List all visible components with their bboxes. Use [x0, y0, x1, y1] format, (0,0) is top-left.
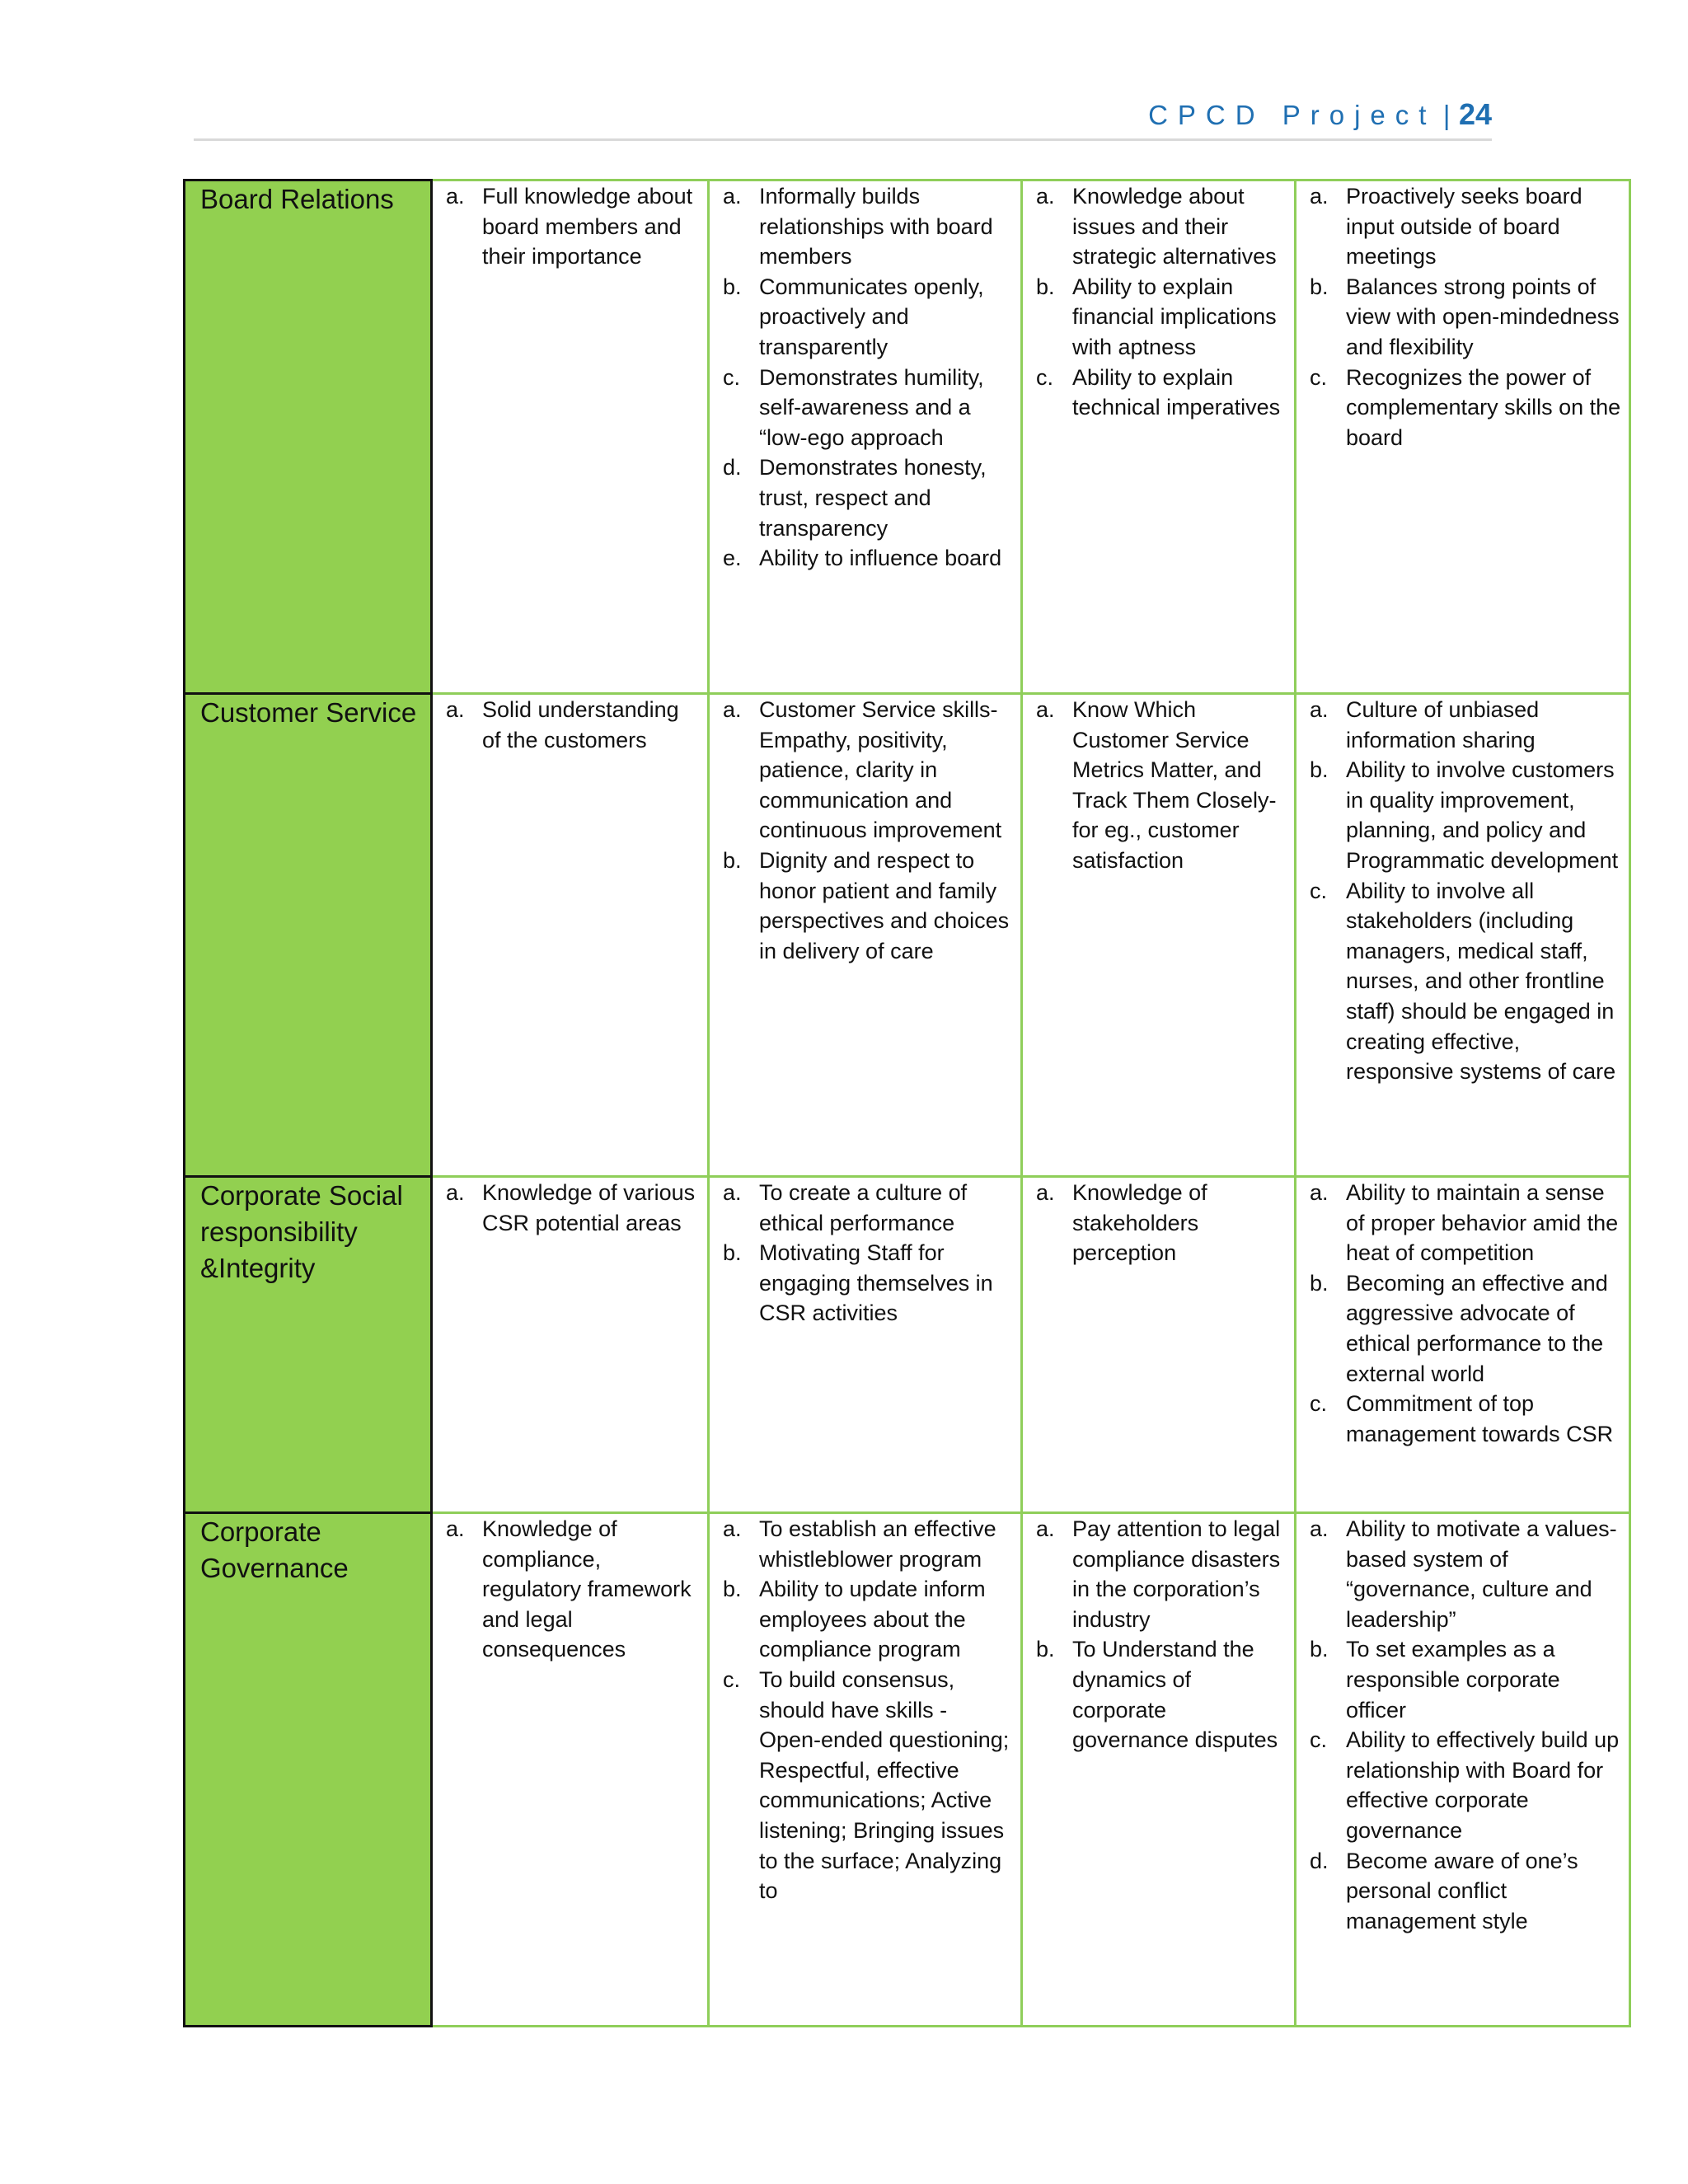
list-marker: a. [1036, 184, 1055, 209]
table-cell [1022, 1177, 1296, 1513]
list-marker: a. [723, 184, 742, 209]
list-item [1023, 1634, 1287, 1755]
list-marker: c. [1310, 1391, 1328, 1417]
table-cell [1022, 694, 1296, 1177]
list-item [1296, 1268, 1622, 1389]
item-list [1023, 695, 1294, 876]
list-marker: a. [1310, 1516, 1329, 1541]
list-marker: b. [1036, 1637, 1055, 1662]
list-item [1296, 272, 1622, 363]
list-marker: a. [723, 697, 742, 722]
list-item [433, 181, 701, 272]
item-list [1023, 1514, 1294, 1755]
list-item [710, 1178, 1014, 1238]
list-marker: a. [446, 1516, 465, 1541]
list-item [1296, 1389, 1622, 1449]
list-item [710, 181, 1014, 272]
list-item [1023, 363, 1287, 423]
list-item-text: To set examples as a responsible corporate officer [1346, 1637, 1560, 1722]
list-item-text: Balances strong points of view with open-mindedness and flexibility [1346, 274, 1620, 359]
table-row [185, 1513, 1630, 2027]
list-marker: a. [723, 1516, 742, 1541]
list-item-text: Knowledge of stakeholders perception [1072, 1180, 1207, 1266]
list-marker: e. [723, 546, 742, 571]
table-cell [1022, 180, 1296, 694]
list-marker: b. [1310, 757, 1329, 783]
item-list [710, 181, 1020, 574]
list-item [710, 695, 1014, 846]
list-marker: a. [446, 697, 465, 722]
list-item [1296, 1514, 1622, 1634]
list-item-text: Know Which Customer Service Metrics Matter, and Track Them Closely-for eg., customer satisfaction [1072, 697, 1277, 873]
list-item-text: Demonstrates humility, self-awareness and a “low-ego approach [759, 364, 984, 450]
list-item [1023, 272, 1287, 363]
list-marker: b. [1310, 274, 1329, 299]
row-heading: Customer Service [185, 694, 432, 1177]
page-number: 24 [1458, 97, 1492, 131]
item-list [433, 181, 707, 272]
list-item-text: Ability to explain technical imperatives [1072, 364, 1281, 420]
item-list [710, 695, 1020, 966]
list-item-text: Ability to involve all stakeholders (including managers, medical staff, nurses, and other frontline staff) should be engaged in creating effective, responsive systems of care [1346, 878, 1616, 1085]
list-marker: c. [1310, 364, 1328, 390]
list-item [433, 1178, 701, 1238]
list-item [710, 1665, 1014, 1906]
list-item-text: Knowledge about issues and their strategic alternatives [1072, 184, 1277, 269]
list-item-text: Demonstrates honesty, trust, respect and transparency [759, 455, 987, 541]
list-marker: a. [1310, 1180, 1329, 1205]
document-title: CPCD Project [1148, 100, 1437, 130]
list-marker: a. [1036, 1180, 1055, 1205]
table-cell [432, 694, 709, 1177]
item-list [433, 1178, 707, 1238]
list-item [1023, 1514, 1287, 1634]
list-item-text: Ability to involve customers in quality improvement, planning, and policy and Programmatic development [1346, 757, 1619, 873]
list-item-text: To create a culture of ethical performance [759, 1180, 968, 1235]
list-marker: c. [1310, 1727, 1328, 1753]
list-item-text: Become aware of one’s personal conflict management style [1346, 1848, 1578, 1933]
list-item [1296, 363, 1622, 453]
list-item [433, 1514, 701, 1665]
list-marker: a. [446, 184, 465, 209]
list-item-text: Motivating Staff for engaging themselves in CSR activities [759, 1240, 993, 1326]
table-cell [709, 694, 1022, 1177]
list-item-text: Becoming an effective and aggressive advocate of ethical performance to the external world [1346, 1270, 1608, 1386]
table-cell [709, 1513, 1022, 2027]
item-list [433, 1514, 707, 1665]
list-marker: b. [723, 847, 742, 873]
list-item-text: Knowledge of compliance, regulatory framework and legal consequences [482, 1516, 692, 1662]
header-divider [194, 138, 1492, 141]
list-marker: b. [1310, 1637, 1329, 1662]
list-item [710, 272, 1014, 363]
row-heading: Board Relations [185, 180, 432, 694]
list-marker: a. [1310, 697, 1329, 722]
list-item-text: Ability to effectively build up relationship with Board for effective corporate governance [1346, 1727, 1620, 1843]
table-row [185, 694, 1630, 1177]
list-item [710, 363, 1014, 453]
item-list [1296, 695, 1629, 1087]
list-marker: a. [723, 1180, 742, 1205]
list-item-text: Recognizes the power of complementary skills on the board [1346, 364, 1621, 450]
list-item-text: Full knowledge about board members and their importance [482, 184, 693, 269]
list-marker: b. [723, 274, 742, 299]
list-item-text: Knowledge of various CSR potential areas [482, 1180, 696, 1235]
list-item-text: Ability to influence board [759, 546, 1002, 571]
list-item [1296, 1634, 1622, 1725]
list-marker: b. [1310, 1270, 1329, 1296]
table-cell [432, 1513, 709, 2027]
list-item [1296, 755, 1622, 875]
table-cell [709, 1177, 1022, 1513]
list-item [1296, 1178, 1622, 1268]
item-list [710, 1514, 1020, 1906]
row-heading: Corporate Governance [185, 1513, 432, 2027]
item-list [433, 695, 707, 755]
row-heading: Corporate Social responsibility &Integrity [185, 1177, 432, 1513]
list-item-text: Ability to explain financial implications with aptness [1072, 274, 1277, 359]
list-item [1296, 181, 1622, 272]
list-item [1023, 695, 1287, 876]
list-item [710, 846, 1014, 966]
list-item-text: Informally builds relationships with board members [759, 184, 993, 269]
list-marker: b. [1036, 274, 1055, 299]
item-list [1023, 181, 1294, 423]
header-separator: | [1442, 100, 1451, 130]
table-row [185, 1177, 1630, 1513]
item-list [1296, 1178, 1629, 1449]
list-item-text: Dignity and respect to honor patient and family perspectives and choices in delivery of care [759, 847, 1010, 963]
list-item [1023, 181, 1287, 272]
list-item-text: Communicates openly, proactively and transparently [759, 274, 984, 359]
list-item [433, 695, 701, 755]
list-item-text: Ability to update inform employees about the compliance program [759, 1577, 986, 1662]
table-cell [1296, 180, 1630, 694]
list-marker: a. [1036, 697, 1055, 722]
competency-table [183, 179, 1631, 2027]
list-item-text: Proactively seeks board input outside of board meetings [1346, 184, 1582, 269]
list-item-text: Ability to motivate a values-based system of “governance, culture and leadership” [1346, 1516, 1617, 1632]
list-item-text: Solid understanding of the customers [482, 697, 679, 752]
list-item [710, 1574, 1014, 1665]
page-header [194, 97, 1492, 140]
list-item-text: Commitment of top management towards CSR [1346, 1391, 1614, 1446]
list-item-text: To build consensus, should have skills - Open-ended questioning; Respectful, effective communications; Active listening; Bringing issues to the surface; Analyzing to [759, 1666, 1010, 1904]
table-cell [709, 180, 1022, 694]
table-cell [1022, 1513, 1296, 2027]
item-list [1023, 1178, 1294, 1268]
list-marker: b. [723, 1240, 742, 1266]
list-item [1296, 876, 1622, 1087]
list-item-text: To establish an effective whistleblower program [759, 1516, 996, 1572]
list-item [710, 1238, 1014, 1329]
list-item-text: Ability to maintain a sense of proper behavior amid the heat of competition [1346, 1180, 1619, 1266]
table-cell [1296, 1177, 1630, 1513]
item-list [1296, 181, 1629, 452]
list-marker: d. [1310, 1848, 1329, 1873]
table-cell [1296, 694, 1630, 1177]
list-item-text: Customer Service skills-Empathy, positivity, patience, clarity in communication and continuous improvement [759, 697, 1002, 843]
list-item [1296, 1725, 1622, 1845]
list-item [1296, 1846, 1622, 1937]
item-list [1296, 1514, 1629, 1936]
table-row [185, 180, 1630, 694]
table-cell [432, 180, 709, 694]
list-marker: c. [1310, 878, 1328, 903]
list-marker: a. [1310, 184, 1329, 209]
list-item-text: Culture of unbiased information sharing [1346, 697, 1540, 752]
list-marker: a. [1036, 1516, 1055, 1541]
list-item [1023, 1178, 1287, 1268]
list-item-text: Pay attention to legal compliance disasters in the corporation’s industry [1072, 1516, 1281, 1632]
list-item-text: To Understand the dynamics of corporate governance disputes [1072, 1637, 1278, 1753]
list-marker: b. [723, 1577, 742, 1602]
list-marker: a. [446, 1180, 465, 1205]
table-cell [432, 1177, 709, 1513]
list-marker: d. [723, 455, 742, 480]
list-item [710, 452, 1014, 543]
item-list [710, 1178, 1020, 1329]
list-item [1296, 695, 1622, 755]
list-marker: c. [723, 1666, 741, 1692]
list-marker: c. [1036, 364, 1054, 390]
list-item [710, 543, 1014, 574]
list-item [710, 1514, 1014, 1574]
list-marker: c. [723, 364, 741, 390]
table-cell [1296, 1513, 1630, 2027]
